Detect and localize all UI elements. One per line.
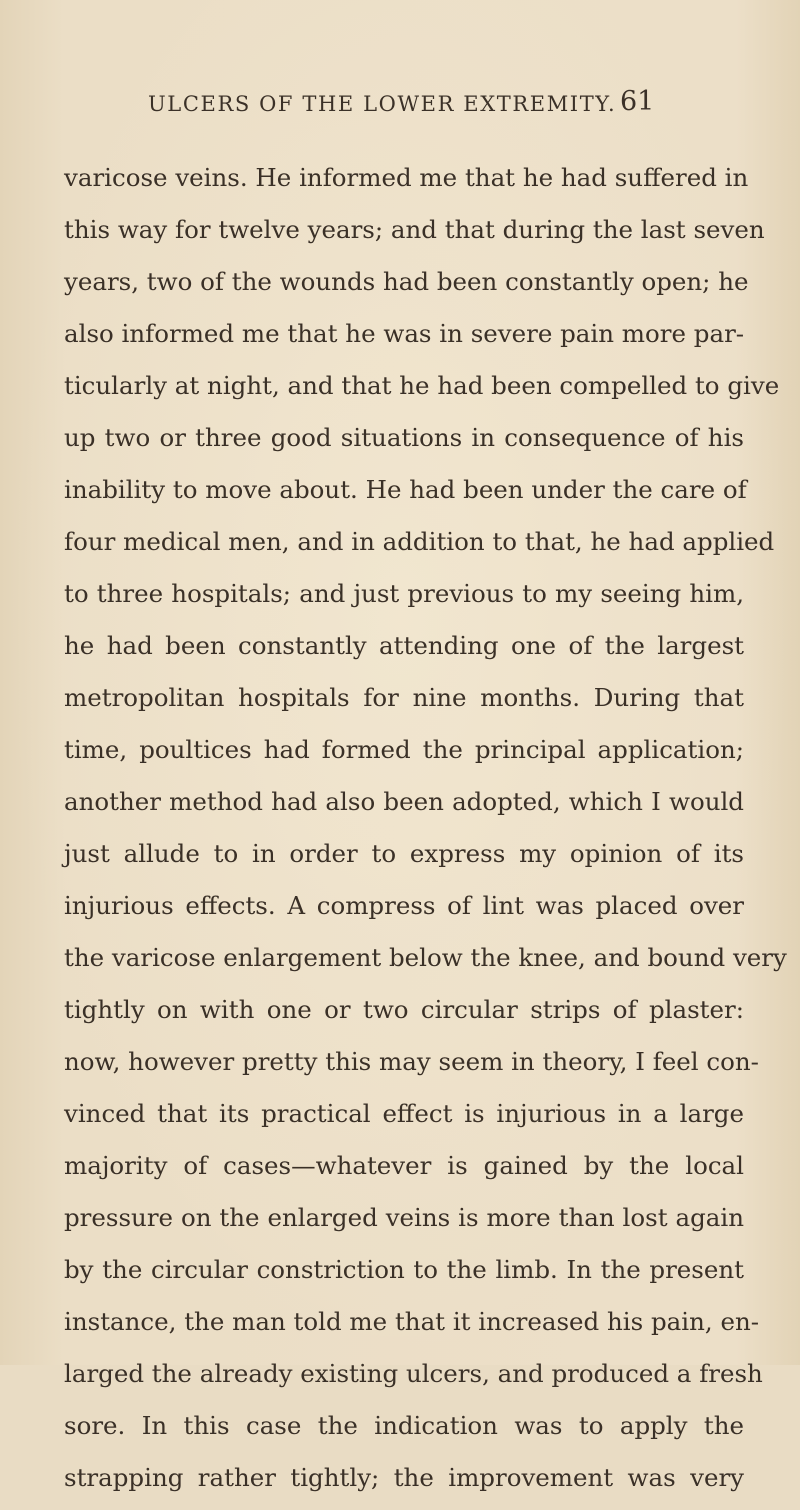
- text-line: pressure on the enlarged veins is more than lost again: [64, 1203, 744, 1232]
- text-line: also informed me that he was in severe pain more par-: [64, 319, 745, 348]
- text-line: tightly on with one or two circular strips of plaster:: [64, 995, 744, 1024]
- running-title: ULCERS OF THE LOWER EXTREMITY.: [148, 92, 617, 116]
- text-line: ticularly at night, and that he had been compelled to give: [64, 371, 780, 400]
- text-line: sore. In this case the indication was to apply the: [64, 1411, 744, 1440]
- text-line: metropolitan hospitals for nine months. During that: [64, 683, 744, 712]
- text-line: years, two of the wounds had been constantly open; he: [64, 267, 749, 296]
- text-line: up two or three good situations in consequence of his: [64, 423, 744, 452]
- text-line: injurious effects. A compress of lint was placed over: [64, 891, 744, 920]
- body-text: [64, 158, 787, 1510]
- text-line: just allude to in order to express my opinion of its: [64, 839, 744, 868]
- text-line: vinced that its practical effect is injurious in a large: [64, 1099, 744, 1128]
- text-line: instance, the man told me that it increased his pain, en-: [64, 1307, 759, 1336]
- text-line: inability to move about. He had been under the care of: [64, 475, 747, 504]
- text-line: time, poultices had formed the principal application;: [64, 735, 744, 764]
- text-line: larged the already existing ulcers, and produced a fresh: [64, 1359, 763, 1388]
- text-line: majority of cases—whatever is gained by the local: [64, 1151, 744, 1180]
- text-line: to three hospitals; and just previous to my seeing him,: [64, 579, 744, 608]
- text-line: another method had also been adopted, which I would: [64, 787, 744, 816]
- text-line: this way for twelve years; and that during the last seven: [64, 215, 765, 244]
- text-line: the varicose enlargement below the knee, and bound very: [64, 943, 787, 972]
- page-number: 61: [620, 86, 655, 117]
- text-line: he had been constantly attending one of the largest: [64, 631, 744, 660]
- text-line: four medical men, and in addition to that, he had applied: [64, 527, 775, 556]
- text-line: now, however pretty this may seem in theory, I feel con-: [64, 1047, 759, 1076]
- running-head: [0, 86, 800, 132]
- text-line: varicose veins. He informed me that he had suffered in: [64, 163, 749, 192]
- text-line: by the circular constriction to the limb. In the present: [64, 1255, 744, 1284]
- text-line: strapping rather tightly; the improvement was very: [64, 1463, 744, 1492]
